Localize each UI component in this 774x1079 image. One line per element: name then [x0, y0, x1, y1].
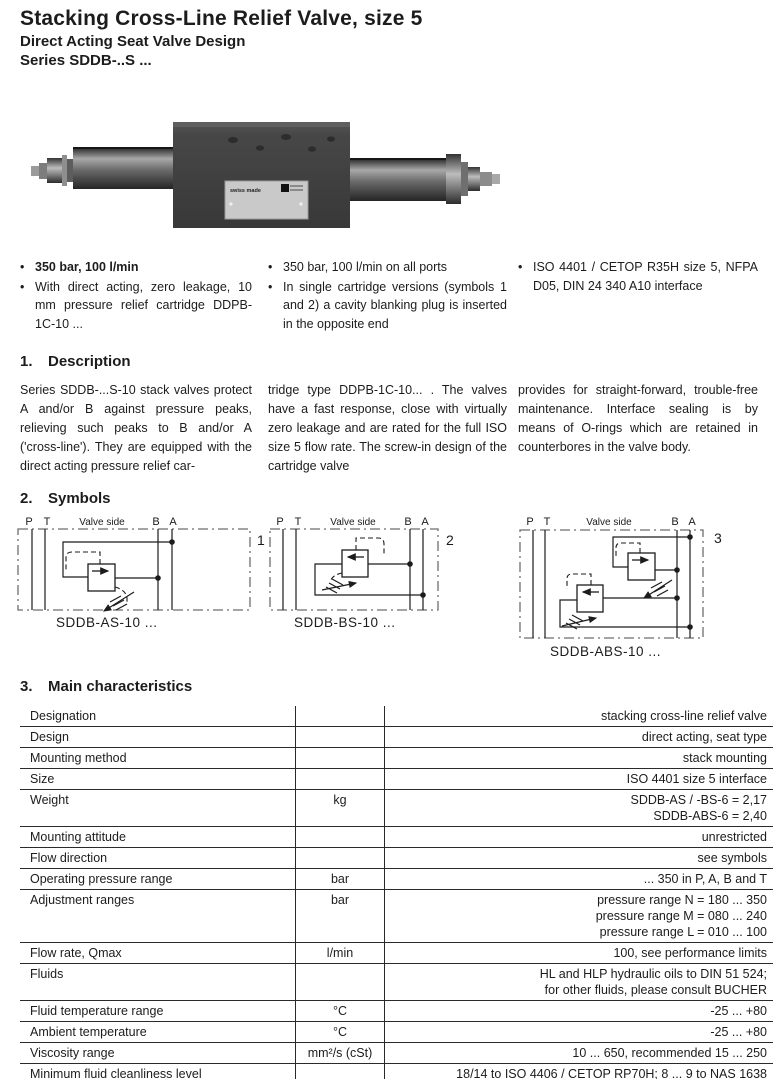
port-label-b: B [404, 516, 412, 528]
table-row [20, 1022, 773, 1043]
section-number: 3. [20, 678, 33, 695]
table-row [20, 848, 773, 869]
row-value: 18/14 to ISO 4406 / CETOP RP70H; 8 ... 9 to NAS 1638 [385, 1064, 774, 1079]
row-unit: mm²/s (cSt) [296, 1043, 385, 1064]
port-label-a: A [169, 516, 177, 528]
row-value: pressure range N = 180 ... 350 pressure range M = 080 ... 240 pressure range L = 010 ... 100 [385, 890, 774, 943]
row-unit [296, 727, 385, 748]
row-value: HL and HLP hydraulic oils to DIN 51 524; for other fluids, please consult BUCHER [385, 964, 774, 1001]
row-unit: bar [296, 869, 385, 890]
valve-product-photo [28, 114, 508, 244]
table-row [20, 869, 773, 890]
row-value: ... 350 in P, A, B and T [385, 869, 774, 890]
row-label: Operating pressure range [20, 869, 296, 890]
section-number: 1. [20, 353, 33, 370]
bullet-icon: • [20, 260, 25, 274]
feature-text: In single cartridge versions (symbols 1 and 2) a cavity blanking plug is inserted in the opposite end [283, 279, 507, 331]
valve-side-label: Valve side [330, 517, 376, 528]
table-row [20, 748, 773, 769]
right-adjustment-cartridge [350, 154, 500, 204]
row-label: Viscosity range [20, 1043, 296, 1064]
page-subtitle-series: Series SDDB-..S ... [20, 52, 152, 69]
feature-item [268, 278, 507, 334]
port-label-b: B [152, 516, 160, 528]
relief-valve-body [88, 564, 115, 591]
table-row [20, 727, 773, 748]
symbol-number: 2 [446, 532, 454, 548]
row-unit [296, 848, 385, 869]
row-label: Ambient temperature [20, 1022, 296, 1043]
row-value: stack mounting [385, 748, 774, 769]
symbol-caption: SDDB-ABS-10 ... [550, 644, 662, 659]
feature-item [268, 258, 507, 277]
row-unit: °C [296, 1022, 385, 1043]
table-row [20, 827, 773, 848]
row-value: -25 ... +80 [385, 1001, 774, 1022]
page-subtitle-design: Direct Acting Seat Valve Design [20, 33, 246, 50]
section-title: Description [48, 353, 131, 370]
bullet-icon: • [20, 279, 25, 294]
row-unit [296, 769, 385, 790]
row-value: stacking cross-line relief valve [385, 706, 774, 727]
row-value: -25 ... +80 [385, 1022, 774, 1043]
row-label: Fluids [20, 964, 296, 1001]
row-unit: kg [296, 790, 385, 827]
row-unit [296, 748, 385, 769]
row-label: Mounting attitude [20, 827, 296, 848]
table-row [20, 1064, 773, 1079]
feature-item [20, 278, 252, 334]
port-label-t: T [543, 516, 551, 528]
port-label-p: P [526, 516, 534, 528]
symbol-number: 1 [257, 532, 265, 548]
row-label: Size [20, 769, 296, 790]
description-column-1: Series SDDB-...S-10 stack valves protect A and/or B against pressure peaks, relieving such peaks to B and/or A ('cross-line'). They are equipped with the direct acting pressure relief car- [20, 383, 252, 473]
page-title: Stacking Cross-Line Relief Valve, size 5 [20, 7, 423, 30]
section-title: Main characteristics [48, 678, 193, 695]
relief-valve-body [342, 550, 368, 577]
port-label-t: T [43, 516, 51, 528]
junction-dot [674, 595, 680, 601]
symbol-caption: SDDB-AS-10 ... [56, 615, 158, 630]
row-value: direct acting, seat type [385, 727, 774, 748]
feature-item [20, 258, 252, 277]
envelope-boundary [18, 529, 250, 610]
table-row [20, 964, 773, 1001]
table-row [20, 890, 773, 943]
row-value: unrestricted [385, 827, 774, 848]
description-column-3: provides for straight-forward, trouble-free maintenance. Interface sealing is by means of O-rings which are retained in counterbores in the valve body. [518, 383, 758, 454]
feature-column-1 [20, 258, 252, 334]
junction-dot [420, 592, 426, 598]
junction-dot [674, 567, 680, 573]
port-label-a: A [421, 516, 429, 528]
left-adjustment-cartridge [31, 147, 173, 189]
valve-body-block [173, 122, 350, 228]
port-label-b: B [671, 516, 679, 528]
name-plate [225, 181, 308, 219]
symbol-caption: SDDB-BS-10 ... [294, 615, 396, 630]
table-row [20, 1043, 773, 1064]
junction-dot [687, 534, 693, 540]
row-label: Fluid temperature range [20, 1001, 296, 1022]
table-row [20, 1001, 773, 1022]
table-row [20, 706, 773, 727]
row-value: see symbols [385, 848, 774, 869]
port-label-t: T [294, 516, 302, 528]
envelope-boundary [520, 530, 703, 638]
row-unit [296, 706, 385, 727]
row-label: Flow rate, Qmax [20, 943, 296, 964]
row-unit: bar [296, 890, 385, 943]
row-label: Flow direction [20, 848, 296, 869]
row-value: ISO 4401 size 5 interface [385, 769, 774, 790]
section-heading-symbols [20, 490, 111, 507]
symbol-number: 3 [714, 530, 722, 546]
feature-text: 350 bar, 100 l/min on all ports [283, 260, 447, 274]
row-unit: °C [296, 1001, 385, 1022]
section-heading-characteristics [20, 678, 192, 695]
section-title: Symbols [48, 490, 111, 507]
feature-column-3 [518, 258, 758, 296]
relief-valve-body-lower [577, 585, 603, 612]
section-heading-description [20, 353, 131, 370]
junction-dot [169, 539, 175, 545]
main-characteristics-table [20, 706, 773, 1079]
symbol-diagram-sddb-bs [264, 512, 460, 634]
bullet-icon: • [518, 260, 523, 274]
port-label-p: P [25, 516, 33, 528]
port-label-p: P [276, 516, 284, 528]
table-row [20, 769, 773, 790]
bucher-hydraulics-logo [281, 184, 289, 192]
row-value: SDDB-AS / -BS-6 = 2,17 SDDB-ABS-6 = 2,40 [385, 790, 774, 827]
row-label: Design [20, 727, 296, 748]
valve-side-label: Valve side [586, 517, 632, 528]
junction-dot [407, 561, 413, 567]
row-label: Designation [20, 706, 296, 727]
bullet-icon: • [268, 260, 273, 274]
junction-dot [687, 624, 693, 630]
row-unit [296, 964, 385, 1001]
row-unit [296, 1064, 385, 1079]
junction-dot [155, 575, 161, 581]
feature-column-2 [268, 258, 507, 334]
section-number: 2. [20, 490, 33, 507]
feature-item [518, 258, 758, 295]
table-row [20, 790, 773, 827]
inlet-line [63, 542, 172, 577]
row-label: Minimum fluid cleanliness level [20, 1064, 296, 1079]
row-label: Mounting method [20, 748, 296, 769]
feature-text: ISO 4401 / CETOP R35H size 5, NFPA D05, DIN 24 340 A10 interface [533, 260, 758, 293]
row-label: Weight [20, 790, 296, 827]
relief-valve-body-upper [628, 553, 655, 580]
bullet-icon: • [268, 279, 273, 294]
port-label-a: A [688, 516, 696, 528]
feature-text: 350 bar, 100 l/min [35, 260, 139, 274]
feature-text: With direct acting, zero leakage, 10 mm pressure relief cartridge DDPB-1C-10 ... [35, 279, 252, 331]
row-label: Adjustment ranges [20, 890, 296, 943]
row-value: 100, see performance limits [385, 943, 774, 964]
plate-text: swiss made [230, 188, 261, 194]
row-unit: l/min [296, 943, 385, 964]
symbol-diagram-sddb-abs [514, 512, 730, 664]
symbol-diagram-sddb-as [14, 512, 266, 634]
row-value: 10 ... 650, recommended 15 ... 250 [385, 1043, 774, 1064]
valve-side-label: Valve side [79, 517, 125, 528]
row-unit [296, 827, 385, 848]
description-column-2: tridge type DDPB-1C-10... . The valves have a fast response, close with virtually zero leakage and are rated for the full ISO size 5 flow rate. The screw-in design of the cartridge valve [268, 383, 507, 473]
page-header [20, 6, 740, 70]
table-row [20, 943, 773, 964]
